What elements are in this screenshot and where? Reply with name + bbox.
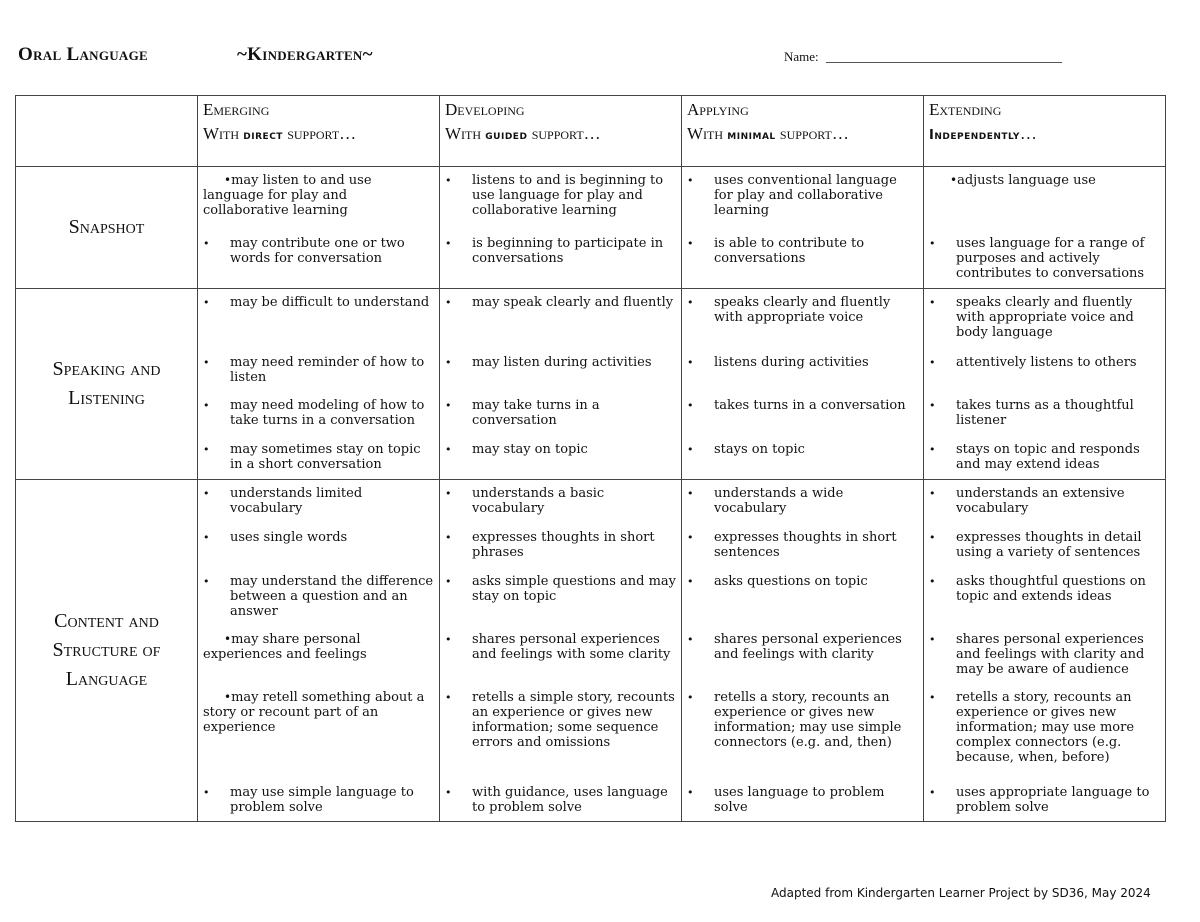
descriptor-cell: [198, 480, 440, 822]
descriptor-text: may sometimes stay on topic in a short conversation: [230, 442, 421, 472]
bullet-icon: •: [929, 399, 936, 412]
descriptor-item: [440, 442, 681, 457]
column-header-developing: [440, 96, 682, 167]
row-header: Content and Structure of Language: [16, 480, 198, 822]
bullet-icon: •: [929, 633, 936, 646]
descriptor-cell: [924, 167, 1166, 289]
level-label: Applying: [687, 100, 749, 119]
descriptor-item: [924, 486, 1165, 516]
bullet-icon: •: [203, 237, 210, 250]
descriptor-text: may take turns in a conversation: [472, 398, 600, 428]
descriptor-text: asks questions on topic: [714, 574, 868, 589]
descriptor-text: with guidance, uses language to problem solve: [472, 785, 668, 815]
row-header: Snapshot: [16, 167, 198, 289]
bullet-icon: •: [929, 691, 936, 704]
row-speaking-and-listening: [16, 289, 1166, 480]
descriptor-item: [924, 530, 1165, 560]
descriptor-item: [682, 442, 923, 457]
descriptor-item: [924, 785, 1165, 815]
descriptor-item: [682, 530, 923, 560]
bullet-icon: •: [203, 399, 210, 412]
descriptor-text: uses appropriate language to problem solve: [956, 785, 1150, 815]
footer-credit: Adapted from Kindergarten Learner Project by SD36, May 2024: [771, 886, 1151, 900]
descriptor-text: uses single words: [230, 530, 348, 545]
row-content-and-structure: [16, 480, 1166, 822]
bullet-icon: •: [687, 399, 694, 412]
descriptor-item: [682, 632, 923, 662]
descriptor-text: listens to and is beginning to use language for play and collaborative learning: [472, 173, 664, 218]
rubric-table: [15, 95, 1166, 822]
bullet-icon: •: [929, 443, 936, 456]
column-header-applying: [682, 96, 924, 167]
descriptor-item: [198, 295, 439, 310]
bullet-icon: •: [445, 633, 452, 646]
descriptor-item: [440, 785, 681, 815]
bullet-icon: •: [445, 443, 452, 456]
descriptor-item: [682, 398, 923, 413]
bullet-icon: •: [203, 296, 210, 309]
descriptor-text: speaks clearly and fluently with appropriate voice and body language: [956, 295, 1134, 340]
descriptor-item: [440, 574, 681, 604]
bullet-icon: •: [445, 296, 452, 309]
descriptor-text: takes turns in a conversation: [714, 398, 906, 413]
support-label: With guided support…: [445, 124, 601, 143]
descriptor-text: may listen during activities: [472, 355, 652, 370]
descriptor-text: understands an extensive vocabulary: [956, 486, 1125, 516]
descriptor-text: uses language to problem solve: [714, 785, 885, 815]
descriptor-item: [440, 486, 681, 516]
bullet-icon: •: [203, 531, 210, 544]
grade-label: ~Kindergarten~: [237, 44, 373, 65]
descriptor-item: [682, 355, 923, 370]
descriptor-text: adjusts language use: [957, 173, 1096, 188]
descriptor-text: may listen to and use language for play and collaborative learning: [203, 173, 372, 218]
descriptor-cell: [924, 289, 1166, 480]
support-label: With minimal support…: [687, 124, 849, 143]
descriptor-item: [924, 574, 1165, 604]
descriptor-cell: [198, 289, 440, 480]
descriptor-text: shares personal experiences and feelings with clarity and may be aware of audience: [956, 632, 1145, 677]
descriptor-text: asks simple questions and may stay on topic: [472, 574, 677, 604]
corner-cell: [16, 96, 198, 167]
row-snapshot: [16, 167, 1166, 289]
descriptor-cell: [924, 480, 1166, 822]
bullet-icon: •: [687, 174, 694, 187]
bullet-icon: •: [203, 356, 210, 369]
descriptor-text: retells a story, recounts an experience or gives new information; may use simple connectors (e.g. and, then): [714, 690, 902, 750]
descriptor-text: uses conventional language for play and collaborative learning: [714, 173, 897, 218]
descriptor-item: [924, 398, 1165, 428]
descriptor-item: [198, 530, 439, 545]
bullet-icon: •: [445, 786, 452, 799]
descriptor-item: [924, 442, 1165, 472]
descriptor-text: asks thoughtful questions on topic and extends ideas: [956, 574, 1146, 604]
level-label: Emerging: [203, 100, 270, 119]
descriptor-item: [924, 632, 1165, 677]
descriptor-item: [440, 398, 681, 428]
descriptor-item: [198, 690, 439, 735]
descriptor-item: [682, 785, 923, 815]
descriptor-text: may need modeling of how to take turns in a conversation: [230, 398, 425, 428]
descriptor-item: [682, 690, 923, 750]
bullet-icon: •: [687, 575, 694, 588]
bullet-icon: •: [687, 786, 694, 799]
descriptor-item: [440, 530, 681, 560]
descriptor-item: [924, 236, 1165, 281]
descriptor-text: shares personal experiences and feelings with clarity: [714, 632, 902, 662]
bullet-icon: •: [445, 575, 452, 588]
descriptor-item: [924, 355, 1165, 370]
descriptor-item: [682, 574, 923, 589]
level-label: Developing: [445, 100, 525, 119]
descriptor-cell: [198, 167, 440, 289]
bullet-icon: •: [687, 296, 694, 309]
descriptor-text: may contribute one or two words for conversation: [230, 236, 405, 266]
bullet-icon: •: [224, 632, 232, 646]
descriptor-item: [440, 690, 681, 750]
descriptor-item: [924, 690, 1165, 765]
bullet-icon: •: [445, 691, 452, 704]
descriptor-item: [440, 295, 681, 310]
descriptor-text: may stay on topic: [472, 442, 588, 457]
bullet-icon: •: [929, 575, 936, 588]
bullet-icon: •: [203, 575, 210, 588]
descriptor-text: expresses thoughts in detail using a variety of sentences: [956, 530, 1142, 560]
bullet-icon: •: [445, 531, 452, 544]
bullet-icon: •: [224, 690, 232, 704]
name-label: Name:: [784, 49, 819, 64]
header-row: [16, 96, 1166, 167]
descriptor-item: [440, 173, 681, 218]
descriptor-text: takes turns as a thoughtful listener: [956, 398, 1134, 428]
descriptor-text: is able to contribute to conversations: [714, 236, 865, 266]
bullet-icon: •: [687, 237, 694, 250]
descriptor-text: may retell something about a story or recount part of an experience: [203, 690, 425, 735]
bullet-icon: •: [687, 531, 694, 544]
bullet-icon: •: [445, 356, 452, 369]
descriptor-text: understands a wide vocabulary: [714, 486, 844, 516]
descriptor-text: stays on topic: [714, 442, 805, 457]
descriptor-item: [198, 486, 439, 516]
bullet-icon: •: [929, 237, 936, 250]
bullet-icon: •: [929, 531, 936, 544]
bullet-icon: •: [687, 487, 694, 500]
bullet-icon: •: [445, 237, 452, 250]
descriptor-item: [440, 355, 681, 370]
bullet-icon: •: [203, 487, 210, 500]
bullet-icon: •: [445, 399, 452, 412]
descriptor-text: may use simple language to problem solve: [230, 785, 414, 815]
descriptor-item: [198, 398, 439, 428]
bullet-icon: •: [687, 356, 694, 369]
descriptor-item: [924, 295, 1165, 340]
descriptor-text: uses language for a range of purposes and actively contributes to conversations: [956, 236, 1145, 281]
bullet-icon: •: [950, 173, 958, 187]
descriptor-item: [682, 173, 923, 218]
descriptor-item: [198, 355, 439, 385]
column-header-extending: [924, 96, 1166, 167]
bullet-icon: •: [203, 443, 210, 456]
bullet-icon: •: [929, 356, 936, 369]
bullet-icon: •: [224, 173, 232, 187]
descriptor-text: understands limited vocabulary: [230, 486, 363, 516]
descriptor-text: speaks clearly and fluently with appropriate voice: [714, 295, 891, 325]
descriptor-item: [198, 632, 439, 662]
descriptor-cell: [682, 289, 924, 480]
descriptor-text: stays on topic and responds and may extend ideas: [956, 442, 1140, 472]
descriptor-text: may need reminder of how to listen: [230, 355, 425, 385]
descriptor-cell: [440, 167, 682, 289]
bullet-icon: •: [687, 633, 694, 646]
descriptor-text: may share personal experiences and feelings: [203, 632, 367, 662]
bullet-icon: •: [929, 786, 936, 799]
descriptor-text: is beginning to participate in conversations: [472, 236, 664, 266]
descriptor-item: [198, 173, 439, 218]
descriptor-cell: [682, 167, 924, 289]
support-label: Independently…: [929, 124, 1037, 143]
support-label: With direct support…: [203, 124, 357, 143]
bullet-icon: •: [929, 487, 936, 500]
descriptor-text: may be difficult to understand: [230, 295, 430, 310]
descriptor-item: [198, 574, 439, 619]
row-header: Speaking and Listening: [16, 289, 198, 480]
bullet-icon: •: [203, 786, 210, 799]
column-header-emerging: [198, 96, 440, 167]
descriptor-item: [440, 236, 681, 266]
descriptor-cell: [440, 480, 682, 822]
descriptor-text: attentively listens to others: [956, 355, 1137, 370]
bullet-icon: •: [445, 174, 452, 187]
descriptor-item: [682, 236, 923, 266]
bullet-icon: •: [687, 691, 694, 704]
descriptor-text: listens during activities: [714, 355, 869, 370]
level-label: Extending: [929, 100, 1002, 119]
bullet-icon: •: [445, 487, 452, 500]
name-field-line[interactable]: [826, 62, 1062, 63]
descriptor-text: retells a story, recounts an experience or gives new information; may use more complex connectors (e.g. because, when, before): [956, 690, 1135, 765]
document-title: Oral Language: [18, 44, 148, 65]
descriptor-item: [924, 173, 1165, 188]
descriptor-text: shares personal experiences and feelings with some clarity: [472, 632, 671, 662]
descriptor-cell: [440, 289, 682, 480]
descriptor-text: retells a simple story, recounts an experience or gives new information; some sequence errors and omissions: [472, 690, 675, 750]
bullet-icon: •: [687, 443, 694, 456]
descriptor-item: [682, 486, 923, 516]
descriptor-text: expresses thoughts in short sentences: [714, 530, 897, 560]
descriptor-text: may speak clearly and fluently: [472, 295, 674, 310]
bullet-icon: •: [929, 296, 936, 309]
descriptor-item: [198, 236, 439, 266]
descriptor-item: [198, 785, 439, 815]
descriptor-text: understands a basic vocabulary: [472, 486, 605, 516]
descriptor-item: [198, 442, 439, 472]
descriptor-text: may understand the difference between a question and an answer: [230, 574, 434, 619]
descriptor-item: [440, 632, 681, 662]
descriptor-item: [682, 295, 923, 325]
descriptor-cell: [682, 480, 924, 822]
descriptor-text: expresses thoughts in short phrases: [472, 530, 655, 560]
